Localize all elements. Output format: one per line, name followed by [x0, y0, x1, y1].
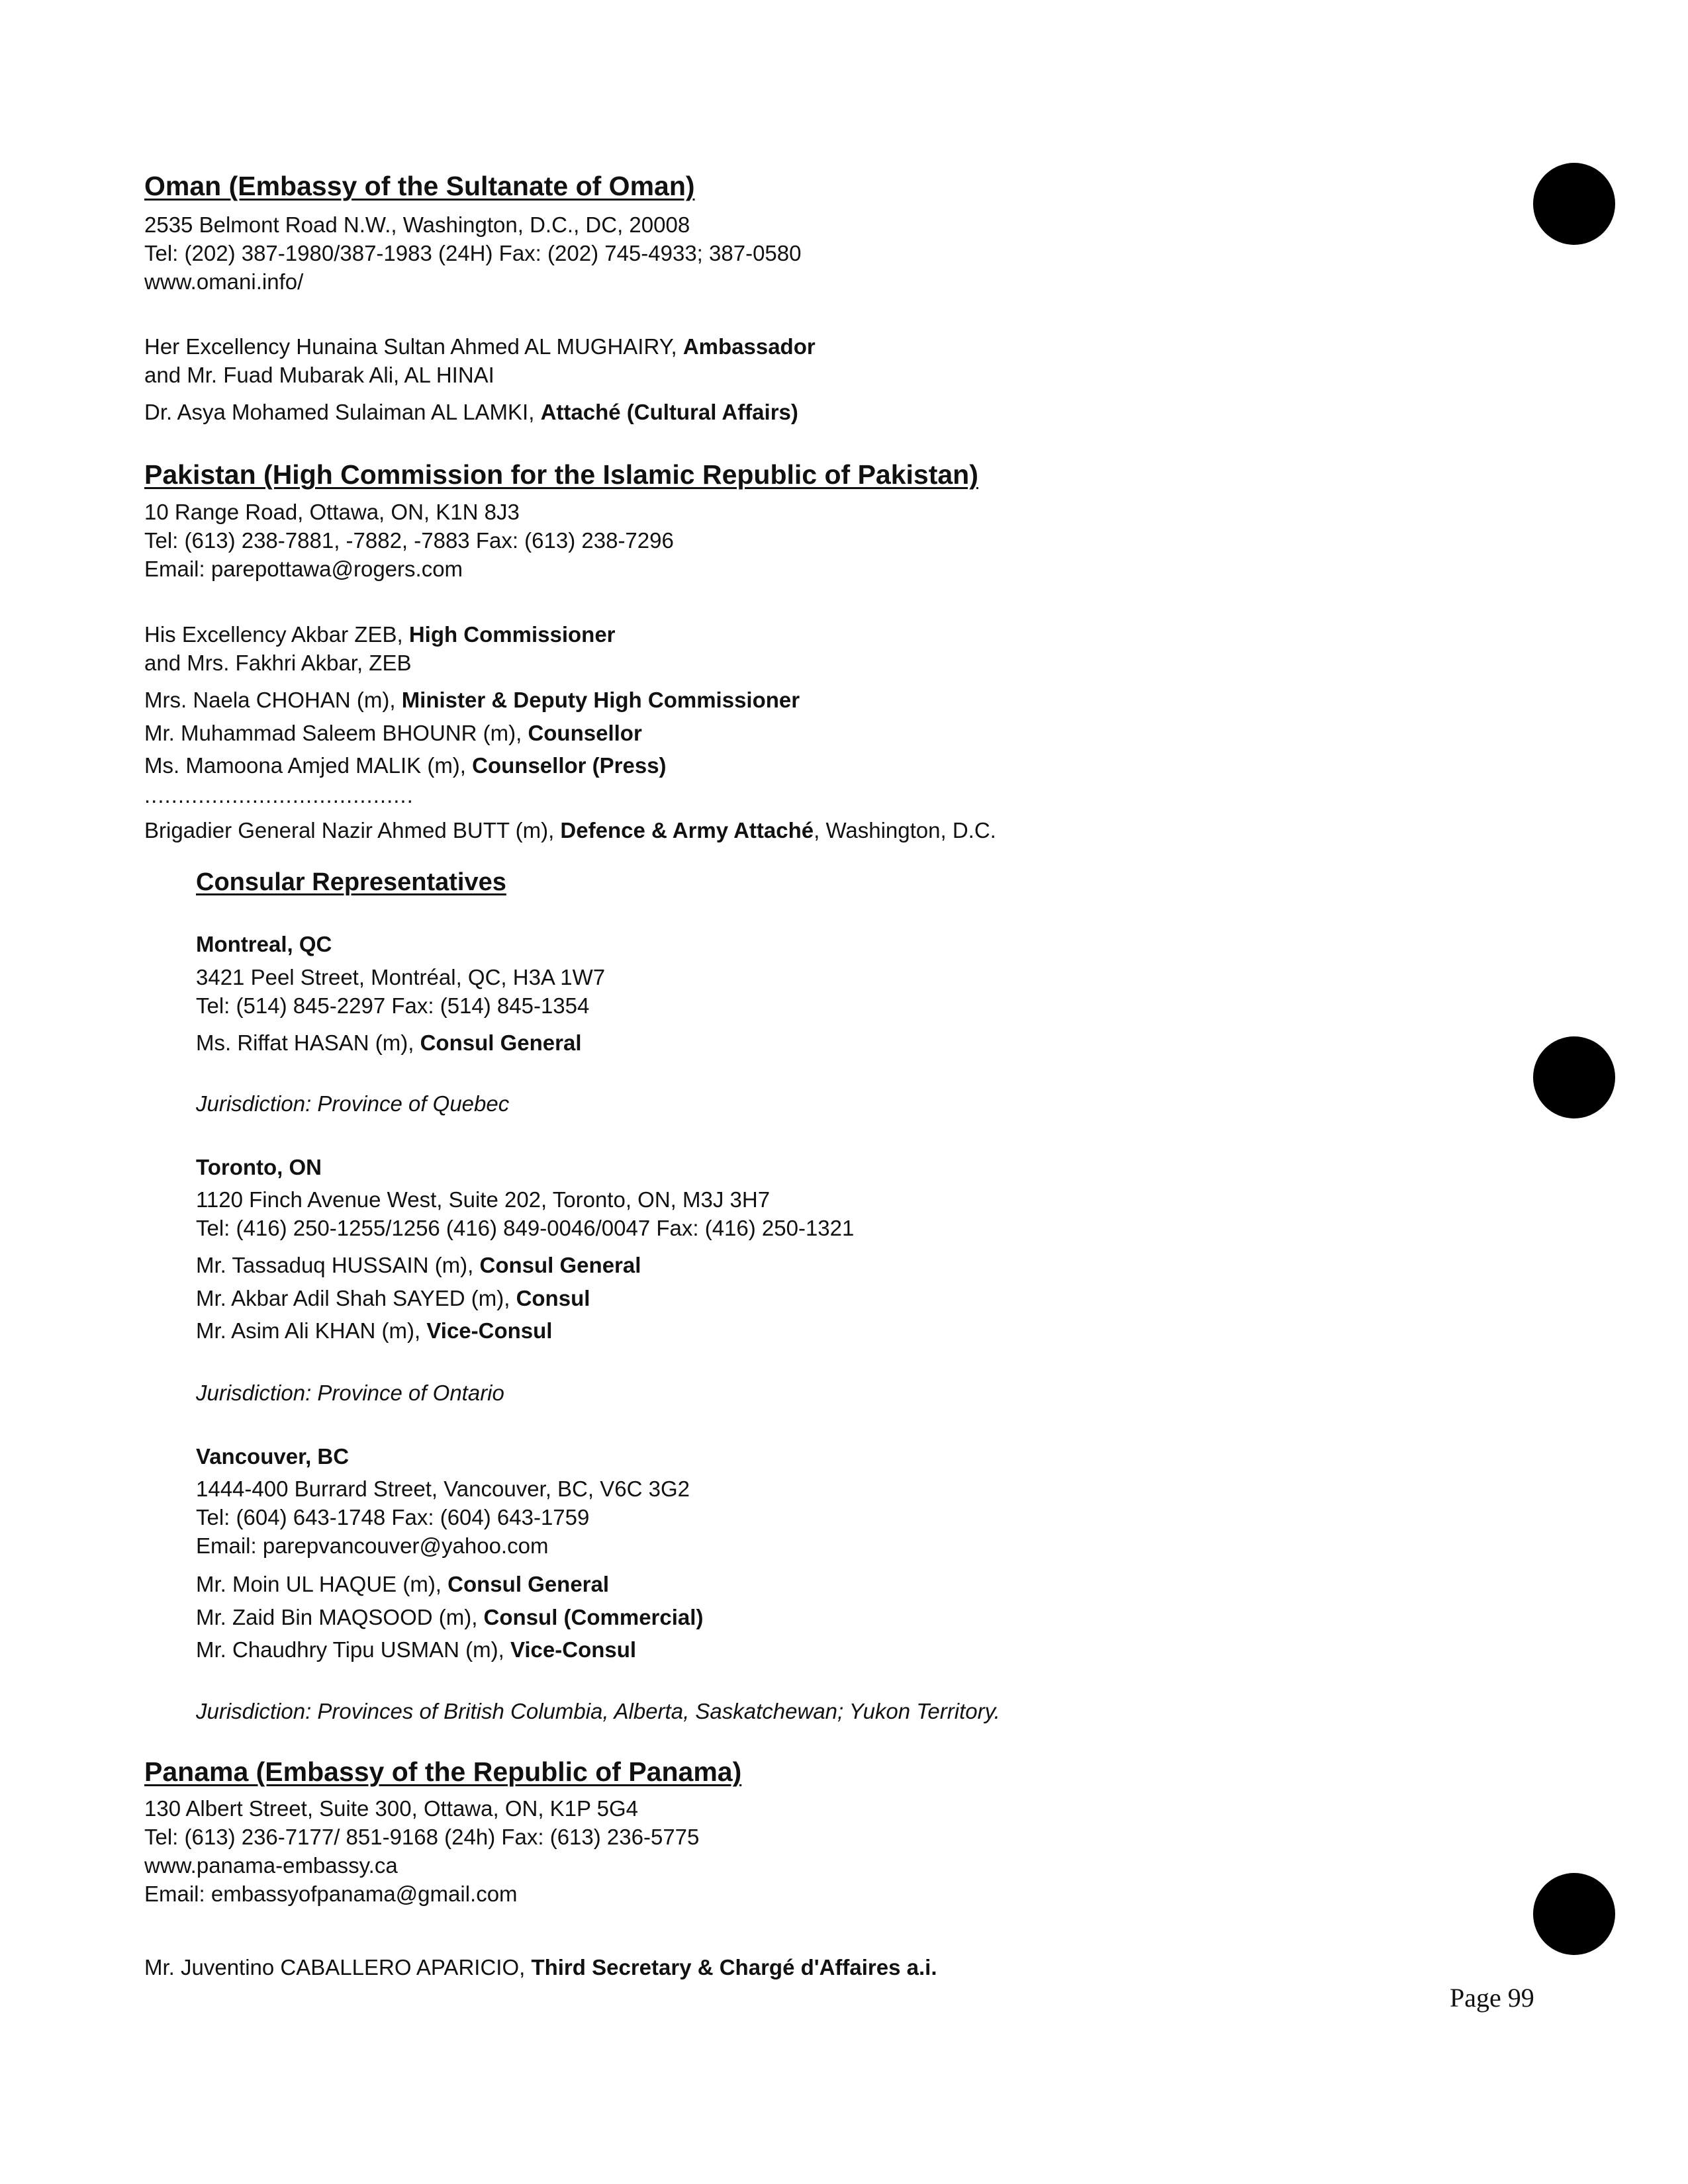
person-name: Mr. Chaudhry Tipu USMAN (m),: [196, 1637, 510, 1662]
consulate-person: [196, 1284, 590, 1312]
person-name: Brigadier General Nazir Ahmed BUTT (m),: [144, 818, 561, 842]
page-number: Page 99: [1450, 1983, 1534, 2013]
consulate-address: 3421 Peel Street, Montréal, QC, H3A 1W7: [196, 965, 606, 989]
consulate-tel: Tel: (416) 250-1255/1256 (416) 849-0046/0047 Fax: (416) 250-1321: [196, 1216, 855, 1240]
person-name: His Excellency Akbar ZEB,: [144, 622, 409, 647]
panama-email[interactable]: Email: embassyofpanama@gmail.com: [144, 1882, 518, 1906]
consular-heading: Consular Representatives: [196, 868, 506, 896]
consulate-address: 1444-400 Burrard Street, Vancouver, BC, V6C 3G2: [196, 1477, 690, 1501]
consulate-city: Montreal, QC: [196, 932, 332, 956]
oman-person-attache: [144, 398, 798, 426]
person-name: Ms. Riffat HASAN (m),: [196, 1030, 420, 1055]
person-name: Mr. Moin UL HAQUE (m),: [196, 1572, 448, 1596]
consulate-jurisdiction: Jurisdiction: Province of Ontario: [196, 1381, 504, 1405]
person-title: Consul: [516, 1286, 590, 1310]
person-name: and Mrs. Fakhri Akbar, ZEB: [144, 651, 412, 675]
panama-web[interactable]: www.panama-embassy.ca: [144, 1853, 398, 1878]
person-title: Counsellor (Press): [472, 753, 667, 778]
person-name: Ms. Mamoona Amjed MALIK (m),: [144, 753, 473, 778]
pakistan-person-counsellor-press: [144, 751, 667, 780]
oman-person-spouse: [144, 361, 494, 389]
consulate-jurisdiction: Jurisdiction: Province of Quebec: [196, 1091, 510, 1116]
pakistan-tel: Tel: (613) 238-7881, -7882, -7883 Fax: (613) 238-7296: [144, 528, 674, 553]
person-name: Mr. Tassaduq HUSSAIN (m),: [196, 1253, 480, 1277]
consulate-email[interactable]: Email: parepvancouver@yahoo.com: [196, 1533, 549, 1558]
person-title: Ambassador: [682, 334, 816, 359]
person-title: Vice-Consul: [426, 1318, 553, 1343]
hole-punch-bottom: [1533, 1873, 1615, 1955]
consulate-city: Vancouver, BC: [196, 1444, 350, 1469]
panama-tel: Tel: (613) 236-7177/ 851-9168 (24h) Fax: (613) 236-5775: [144, 1825, 700, 1849]
person-title: Minister & Deputy High Commissioner: [401, 688, 800, 712]
oman-person-ambassador: [144, 332, 816, 361]
consulate-address: 1120 Finch Avenue West, Suite 202, Toronto, ON, M3J 3H7: [196, 1187, 771, 1212]
consulate-city: Toronto, ON: [196, 1155, 322, 1179]
consulate-person: [196, 1570, 609, 1598]
person-name: Mr. Asim Ali KHAN (m),: [196, 1318, 427, 1343]
oman-heading: Oman (Embassy of the Sultanate of Oman): [144, 171, 695, 201]
pakistan-person-spouse: [144, 649, 411, 677]
person-name: Mrs. Naela CHOHAN (m),: [144, 688, 402, 712]
panama-heading: Panama (Embassy of the Republic of Panama): [144, 1756, 742, 1787]
person-title: Vice-Consul: [510, 1637, 637, 1662]
pakistan-heading: Pakistan (High Commission for the Islamic Republic of Pakistan): [144, 459, 978, 490]
person-title: Counsellor: [528, 721, 642, 745]
person-name: Mr. Juventino CABALLERO APARICIO,: [144, 1955, 532, 1979]
oman-address: 2535 Belmont Road N.W., Washington, D.C., DC, 20008: [144, 212, 690, 237]
consulate-person: [196, 1635, 636, 1664]
consulate-person: [196, 1603, 703, 1631]
person-title: Defence & Army Attaché: [560, 818, 814, 842]
dotted-separator: ........................................: [144, 783, 414, 807]
pakistan-email[interactable]: Email: parepottawa@rogers.com: [144, 557, 463, 581]
person-location: , Washington, D.C.: [814, 818, 996, 842]
pakistan-person-high-commissioner: [144, 620, 616, 649]
consulate-person: [196, 1028, 581, 1057]
pakistan-person-counsellor: [144, 719, 642, 747]
person-title: Attaché (Cultural Affairs): [540, 400, 798, 424]
hole-punch-middle: [1533, 1036, 1615, 1118]
pakistan-defence-attache: [144, 816, 996, 844]
pakistan-address: 10 Range Road, Ottawa, ON, K1N 8J3: [144, 500, 520, 524]
person-name: Mr. Akbar Adil Shah SAYED (m),: [196, 1286, 516, 1310]
person-title: Consul (Commercial): [483, 1605, 704, 1629]
pakistan-person-minister: [144, 686, 800, 714]
person-title: Third Secretary & Chargé d'Affaires a.i.: [531, 1955, 937, 1979]
consulate-jurisdiction: Jurisdiction: Provinces of British Columbia, Alberta, Saskatchewan; Yukon Territory.: [196, 1699, 1000, 1723]
person-name: Mr. Zaid Bin MAQSOOD (m),: [196, 1605, 484, 1629]
oman-web[interactable]: www.omani.info/: [144, 269, 304, 294]
person-title: Consul General: [447, 1572, 610, 1596]
oman-tel: Tel: (202) 387-1980/387-1983 (24H) Fax: (202) 745-4933; 387-0580: [144, 241, 802, 265]
person-name: Dr. Asya Mohamed Sulaiman AL LAMKI,: [144, 400, 541, 424]
person-title: Consul General: [479, 1253, 641, 1277]
person-title: Consul General: [420, 1030, 582, 1055]
consulate-tel: Tel: (604) 643-1748 Fax: (604) 643-1759: [196, 1505, 590, 1529]
person-title: High Commissioner: [408, 622, 616, 647]
person-name: and Mr. Fuad Mubarak Ali, AL HINAI: [144, 363, 494, 387]
consulate-person: [196, 1251, 641, 1279]
hole-punch-top: [1533, 163, 1615, 245]
panama-address: 130 Albert Street, Suite 300, Ottawa, ON, K1P 5G4: [144, 1796, 638, 1821]
person-name: Her Excellency Hunaina Sultan Ahmed AL MUGHAIRY,: [144, 334, 683, 359]
person-name: Mr. Muhammad Saleem BHOUNR (m),: [144, 721, 528, 745]
panama-person-charge: [144, 1953, 937, 1981]
consulate-person: [196, 1316, 552, 1345]
consulate-tel: Tel: (514) 845-2297 Fax: (514) 845-1354: [196, 993, 590, 1018]
